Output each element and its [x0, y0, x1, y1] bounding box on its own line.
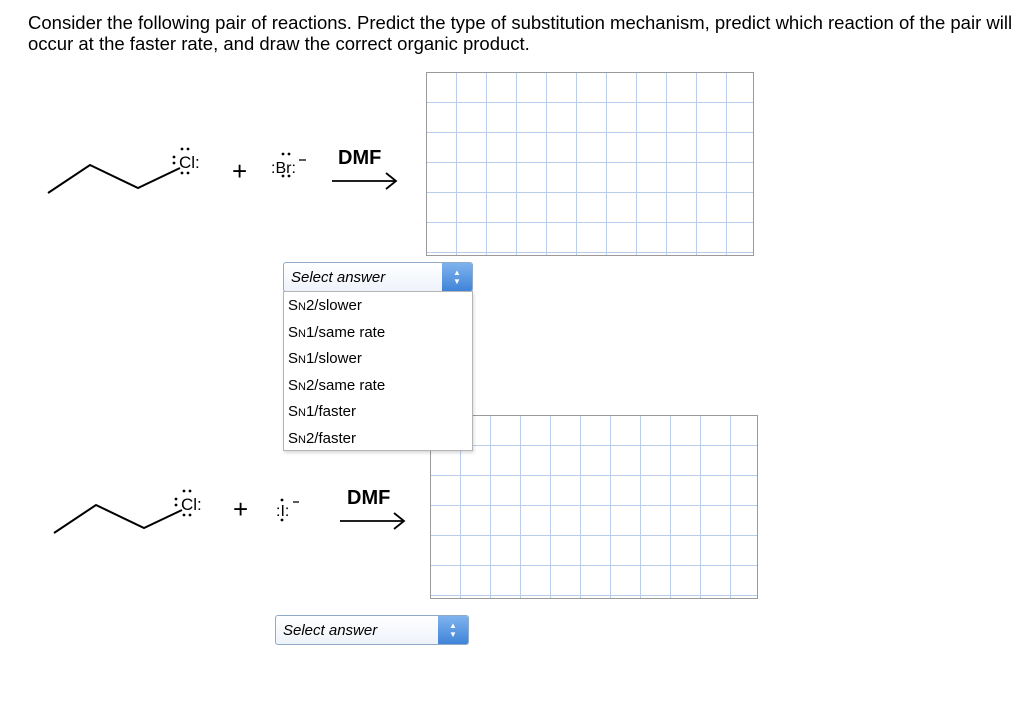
propyl-chain-skeleton	[54, 505, 182, 533]
reaction-1	[40, 140, 420, 210]
solvent-label: DMF	[347, 487, 391, 509]
select-placeholder: Select answer	[291, 269, 386, 286]
option-sn1-faster[interactable]: SN1/faster	[288, 403, 356, 420]
mechanism-select-1[interactable]	[283, 262, 473, 292]
iodide-ion: :I:	[276, 503, 290, 520]
drawing-canvas-2[interactable]	[430, 415, 758, 599]
drawing-canvas-1[interactable]	[426, 72, 754, 256]
chlorine-atom: Cl:	[179, 153, 200, 172]
option-sn2-faster[interactable]: SN2/faster	[288, 429, 356, 447]
updown-arrows-icon[interactable]: ▲ ▼	[438, 616, 468, 644]
updown-arrows-icon[interactable]: ▲ ▼	[442, 263, 472, 291]
option-sn2-same-rate[interactable]: SN2/same rate	[288, 376, 386, 394]
propyl-chain-skeleton	[48, 165, 180, 193]
solvent-label: DMF	[338, 147, 382, 169]
plus-sign: +	[232, 156, 248, 186]
select-placeholder: Select answer	[283, 622, 378, 639]
option-sn2-slower[interactable]: SN2/slower	[288, 297, 362, 314]
right-arrow-icon	[340, 513, 404, 529]
reaction-2	[40, 480, 420, 550]
option-sn1-slower[interactable]: SN1/slower	[288, 350, 362, 367]
bromide-ion: :Br:	[271, 160, 296, 177]
mechanism-select-2[interactable]	[275, 615, 469, 645]
mechanism-options-list[interactable]	[283, 291, 473, 451]
plus-sign: +	[233, 494, 249, 524]
right-arrow-icon	[332, 173, 396, 189]
question-prompt: Consider the following pair of reactions. Predict the type of substitution mechanism, predict which reaction of the pair will occur at the faster rate, and draw the correct organic product.	[28, 12, 1013, 54]
option-sn1-same-rate[interactable]: SN1/same rate	[288, 323, 386, 341]
chlorine-atom: Cl:	[181, 495, 202, 514]
